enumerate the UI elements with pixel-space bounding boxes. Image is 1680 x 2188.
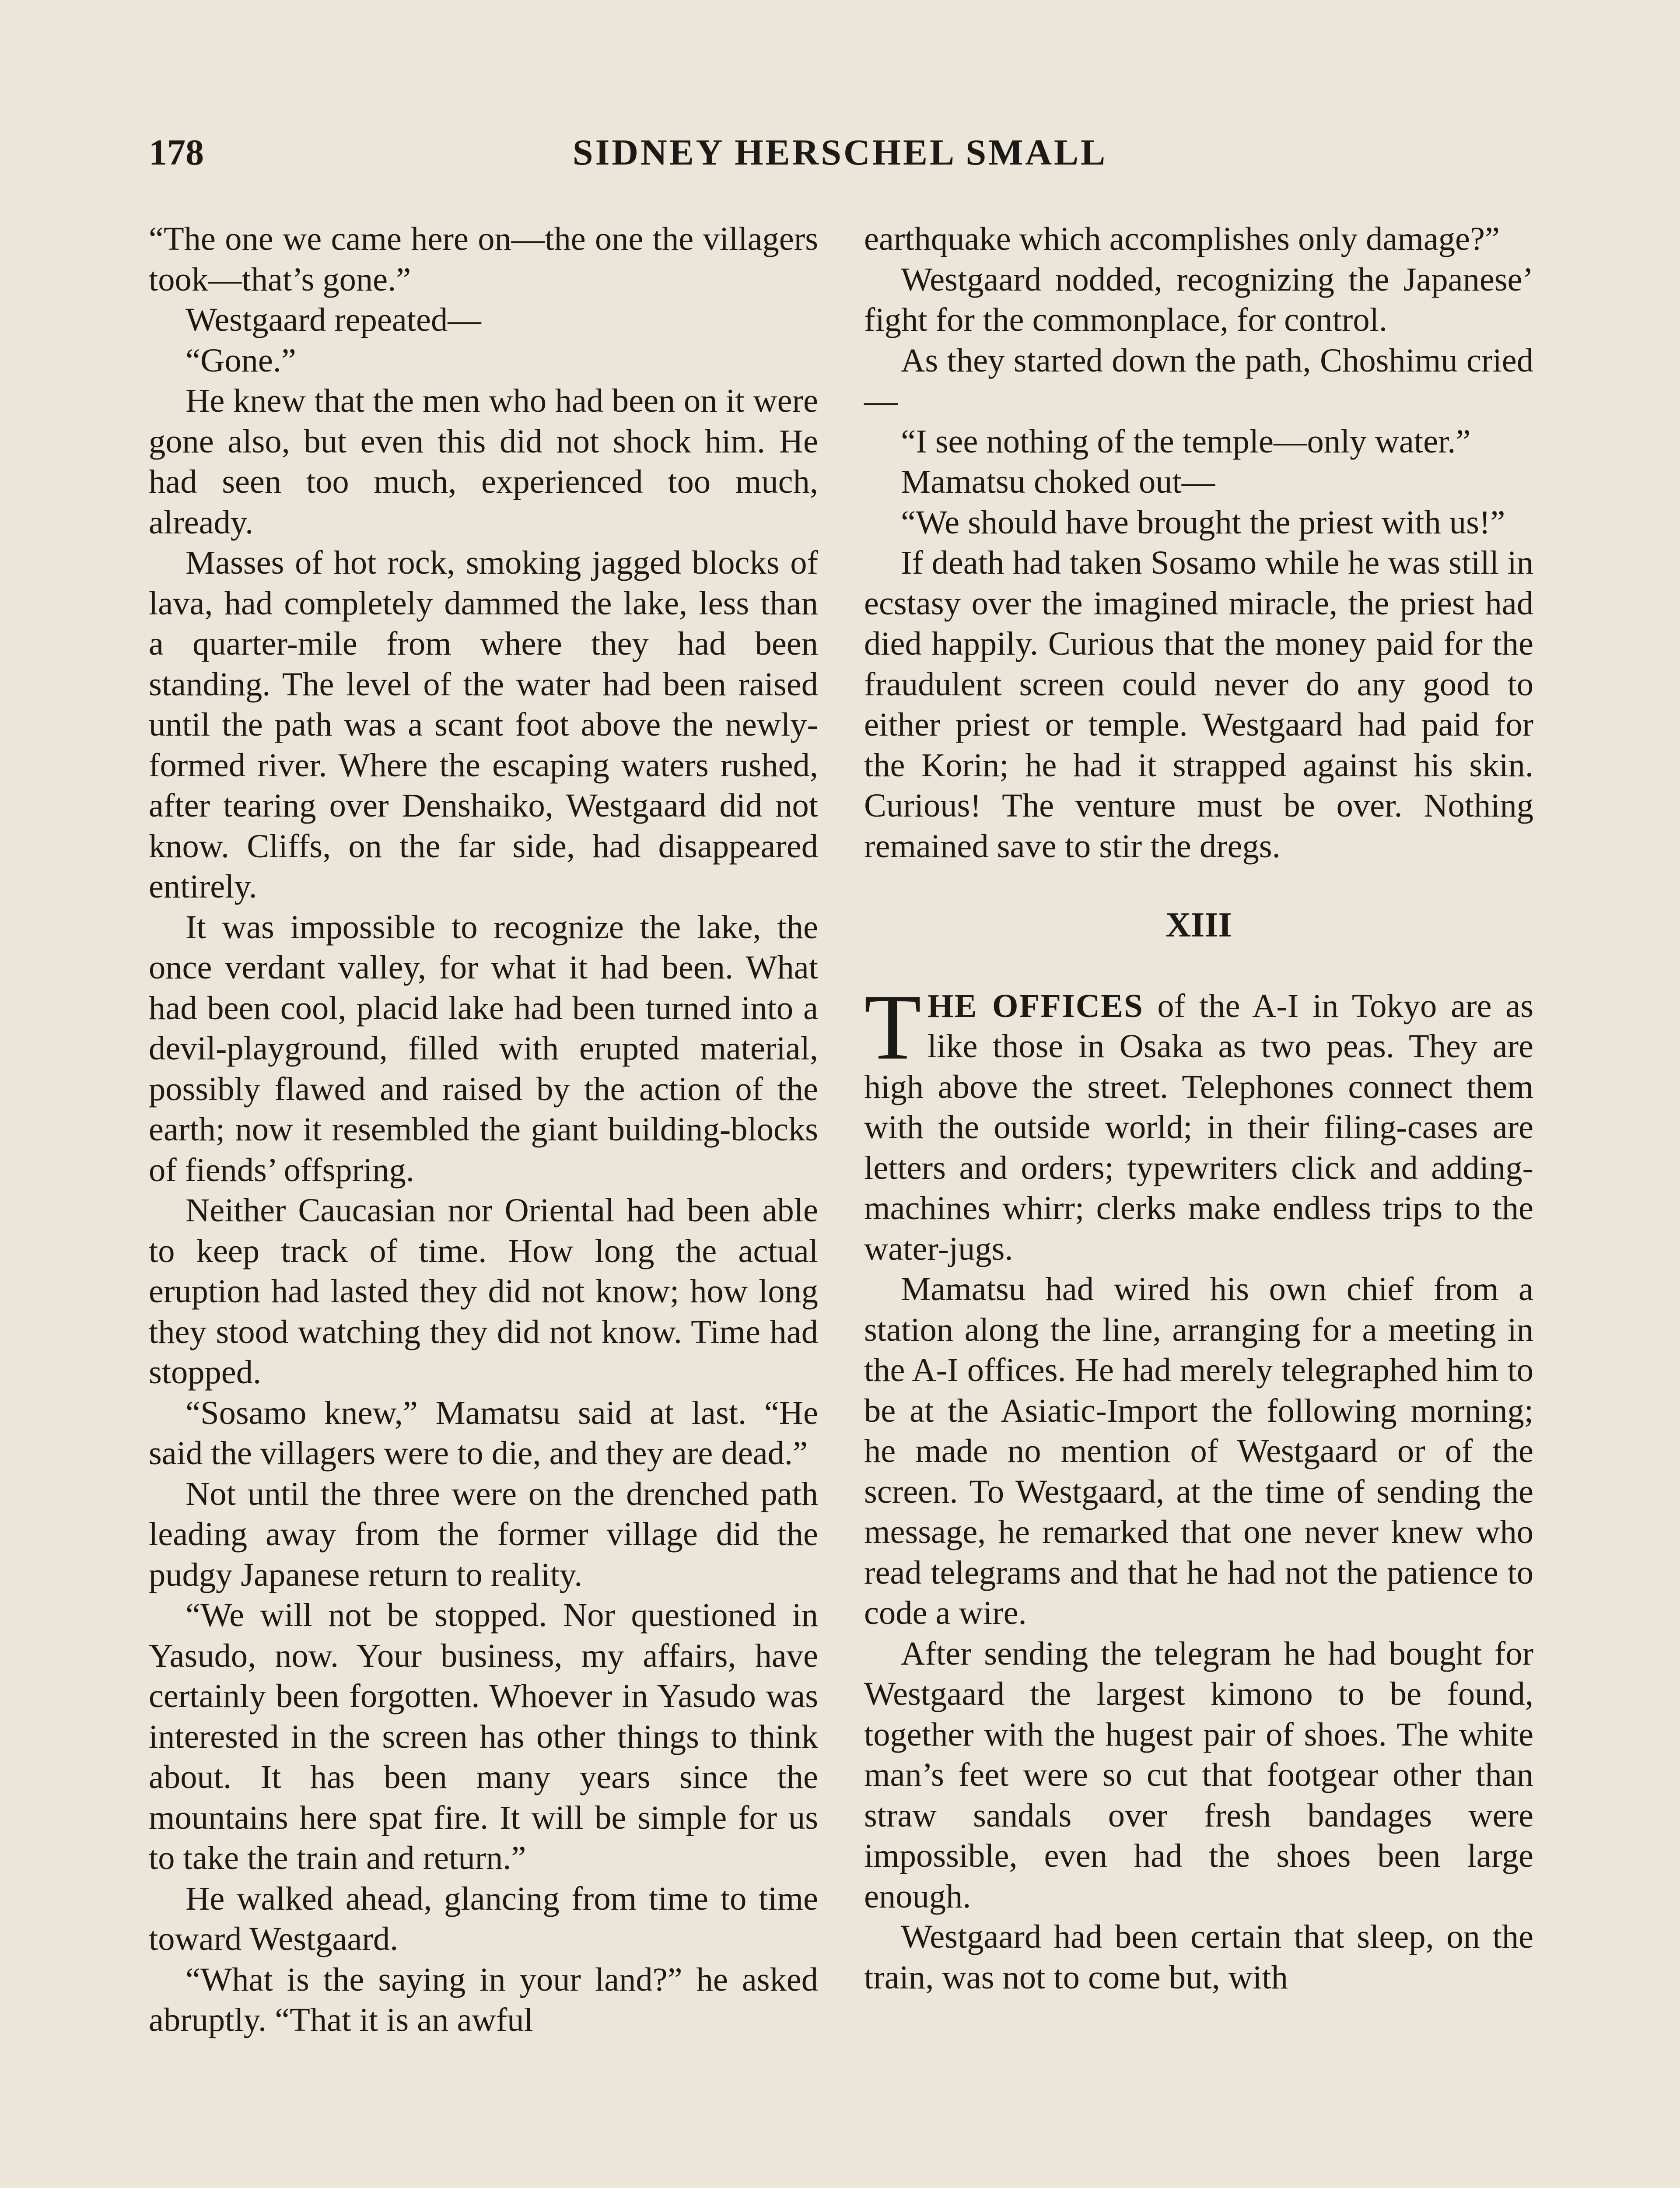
opening-text: of the A-I in Tokyo are as like those in Osaka as two peas. They are high above the street. Telephones connect them with the outside world; in their filing-cases are letters and orders; typewriters click and adding-machines whirr; clerks make endless trips to the water-jugs. bbox=[864, 987, 1533, 1267]
running-head: SIDNEY HERSCHEL SMALL bbox=[572, 132, 1108, 173]
paragraph: “We should have brought the priest with us!” bbox=[901, 503, 1505, 541]
paragraph: Neither Caucasian nor Oriental had been able to keep track of time. How long the actual eruption had lasted they did not know; how long they stood watching they did not know. Time had stopped. bbox=[149, 1192, 818, 1391]
opening-caps: HE OFFICES bbox=[927, 987, 1144, 1024]
paragraph: Not until the three were on the drenched path leading away from the former village did the pudgy Japanese return to reality. bbox=[149, 1475, 818, 1593]
paragraph: “What is the saying in your land?” he asked abruptly. “That it is an awful bbox=[149, 1960, 818, 2038]
chapter-opening-paragraph bbox=[864, 975, 1533, 1269]
paragraph: It was impossible to recognize the lake, the once verdant valley, for what it had been. What had been cool, placid lake had been turned into a devil-playground, filled with erupted material, possibly flawed and raised by the action of the earth; now it resembled the giant building-blocks of fiends’ offspring. bbox=[149, 908, 818, 1189]
paragraph: “Sosamo knew,” Mamatsu said at last. “He said the villagers were to die, and they are dead.” bbox=[149, 1394, 818, 1472]
paragraph: “Gone.” bbox=[186, 341, 296, 379]
paragraph: He knew that the men who had been on it were gone also, but even this did not shock him. He had seen too much, experienced too much, already. bbox=[149, 382, 818, 541]
paragraph: “I see nothing of the temple—only water.” bbox=[901, 422, 1471, 460]
paragraph: “The one we came here on—the one the villagers took—that’s gone.” bbox=[149, 220, 818, 298]
paragraph: As they started down the path, Choshimu cried— bbox=[864, 341, 1533, 419]
paragraph: Masses of hot rock, smoking jagged blocks of lava, had completely dammed the lake, less than a quarter-mile from where they had been standing. The level of the water had been raised until the path was a scant foot above the newly-formed river. Where the escaping waters rushed, after tearing over Denshaiko, Westgaard did not know. Cliffs, on the far side, had disappeared entirely. bbox=[149, 544, 818, 905]
paragraph: If death had taken Sosamo while he was still in ecstasy over the imagined miracle, the priest had died happily. Curious that the money paid for the fraudulent screen could never do any good to either priest or temple. Westgaard had paid for the Korin; he had it strapped against his skin. Curious! The venture must be over. Nothing remained save to stir the dregs. bbox=[864, 544, 1533, 865]
paragraph: Westgaard repeated— bbox=[186, 301, 481, 338]
page-number: 178 bbox=[149, 132, 204, 173]
drop-cap: T bbox=[864, 975, 921, 1079]
paragraph: Mamatsu had wired his own chief from a station along the line, arranging for a meeting in the A-I offices. He had merely telegraphed him to be at the Asiatic-Import the following morning; he made no mention of Westgaard or of the screen. To Westgaard, at the time of sending the message, he remarked that one never knew who read telegrams and that he had not the patience to code a wire. bbox=[864, 1270, 1533, 1631]
paragraph: Mamatsu choked out— bbox=[901, 463, 1215, 500]
paragraph: “We will not be stopped. Nor questioned in Yasudo, now. Your business, my affairs, have certainly been forgotten. Whoever in Yasudo was interested in the screen has other things to think about. It has been many years since the mountains here spat fire. It will be simple for us to take the train and return.” bbox=[149, 1596, 818, 1876]
paragraph: earthquake which accomplishes only damage?” bbox=[864, 220, 1500, 257]
paragraph: He walked ahead, glancing from time to time toward Westgaard. bbox=[149, 1879, 818, 1957]
left-column bbox=[149, 219, 818, 2041]
paragraph: After sending the telegram he had bought for Westgaard the largest kimono to be found, together with the hugest pair of shoes. The white man’s feet were so cut that footgear other than straw sandals over fresh bandages were impossible, even had the shoes been large enough. bbox=[864, 1634, 1533, 1915]
paragraph: Westgaard nodded, recognizing the Japanese’ fight for the commonplace, for control. bbox=[864, 260, 1533, 338]
chapter-number: XIII bbox=[1166, 906, 1232, 944]
paragraph: Westgaard had been certain that sleep, on the train, was not to come but, with bbox=[864, 1918, 1533, 1996]
right-column bbox=[864, 219, 1533, 1998]
